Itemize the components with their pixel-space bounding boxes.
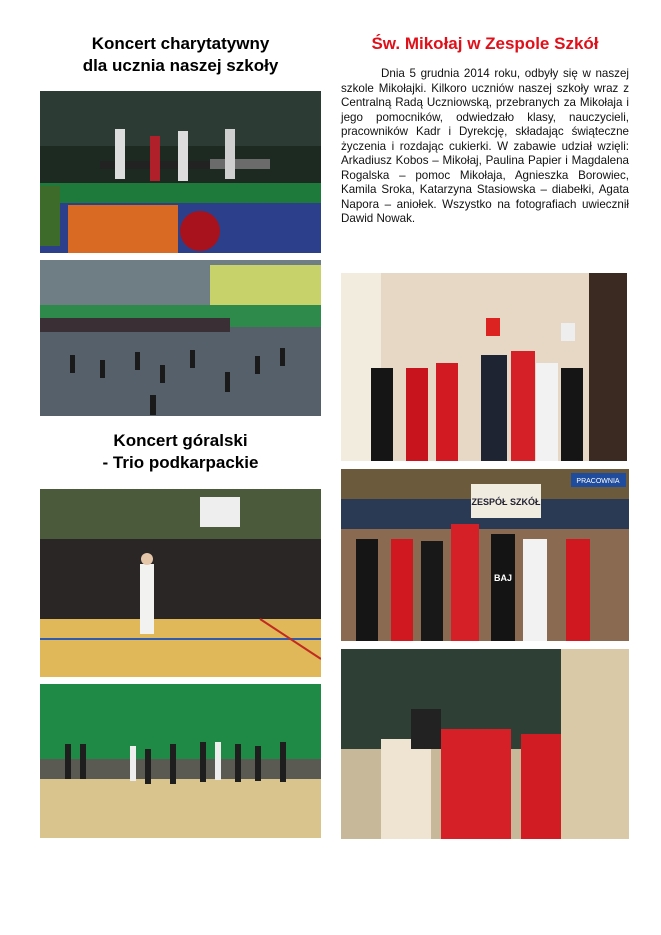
article-paragraph: Dnia 5 grudnia 2014 roku, odbyły się w naszej szkole Mikołajki. Kilkoro uczniów naszej szkoły wraz z Centralną Radą Uczniowską, przebranych za Mikołaja i jego pomocników, odwiedzało klasy, nauczycieli, pracowników Kadr i Dyrekcję, składając świąteczne życzenia i rozdając cukierki. W zabawie udział wzięli: Arkadiusz Kobos – Mikołaj, Paulina Papier i Magdalena Rogalska – pomoc Mikołaja, Agnieszka Borowiec, Kamila Sroka, Katarzyna Stasiowska – diabełki, Agata Napora – aniołek. Wszystko na fotografiach uwiecznił Dawid Nowak. bbox=[341, 67, 629, 225]
shirt-text: BAJ bbox=[493, 573, 513, 583]
heading-highlander-line1: Koncert góralski bbox=[113, 431, 248, 450]
heading-highlander-line2: - Trio podkarpackie bbox=[102, 453, 259, 472]
photo-santa-classroom bbox=[341, 649, 629, 839]
heading-charity-line2: dla ucznia naszej szkoły bbox=[82, 56, 279, 75]
heading-charity-concert bbox=[40, 33, 321, 77]
sign-school: ZESPÓŁ SZKÓŁ bbox=[471, 497, 541, 507]
photo-highlander-dancer bbox=[40, 489, 321, 677]
photo-charity-concert-hall bbox=[40, 260, 321, 416]
photo-santa-hallway bbox=[341, 469, 629, 641]
photo-charity-concert-stage bbox=[40, 91, 321, 253]
photo-highlander-group bbox=[40, 684, 321, 838]
sign-pracownia: PRACOWNIA bbox=[576, 478, 620, 485]
heading-charity-line1: Koncert charytatywny bbox=[91, 34, 270, 53]
heading-highlander-concert bbox=[40, 430, 321, 474]
photo-santa-office bbox=[341, 273, 627, 461]
article-title: Św. Mikołaj w Zespole Szkół bbox=[371, 34, 599, 53]
